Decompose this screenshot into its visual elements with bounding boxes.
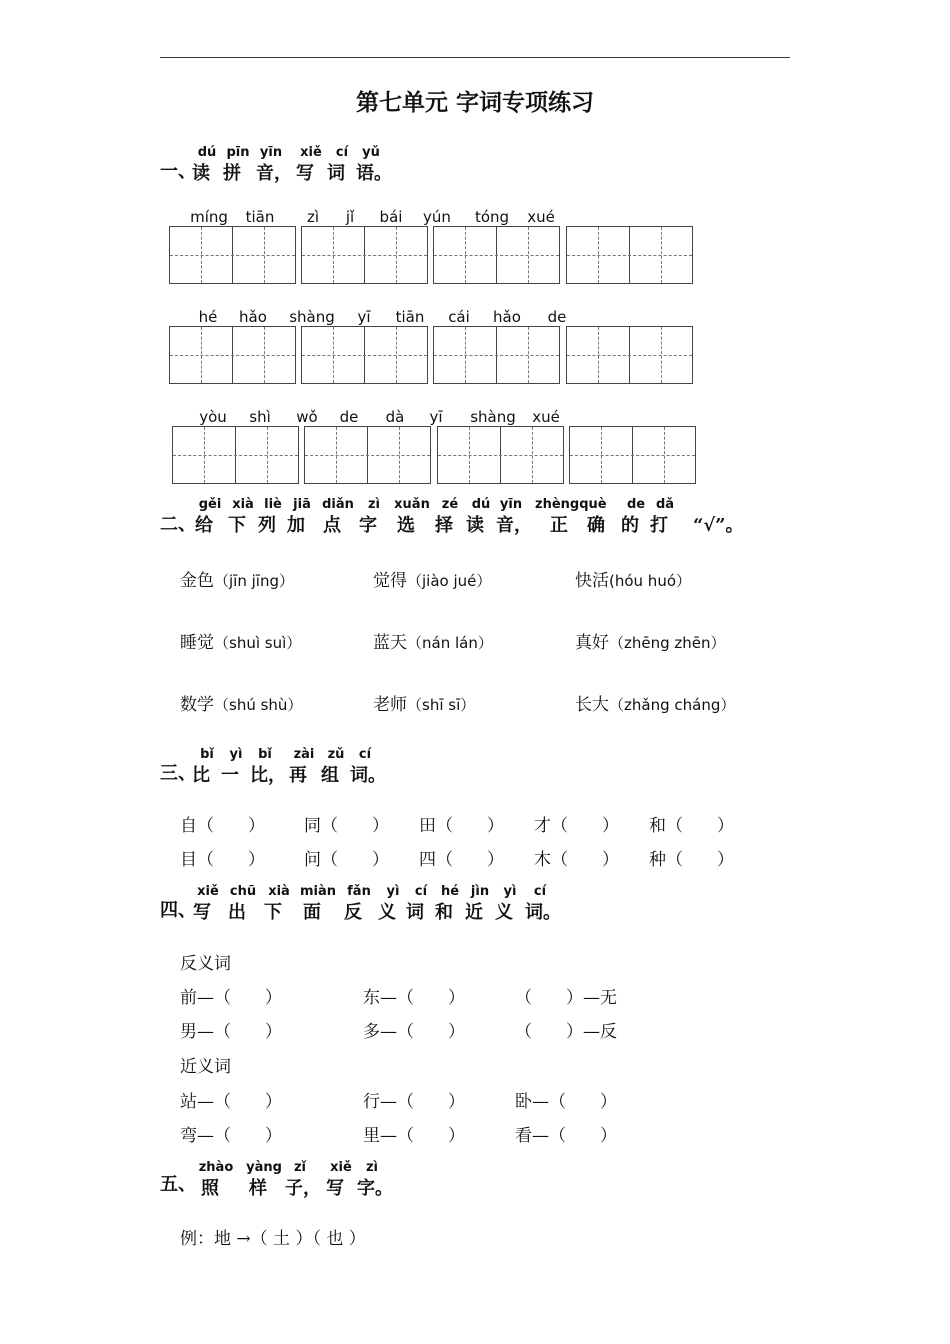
heading-pinyin: liè <box>264 497 282 512</box>
heading-pinyin: xuǎn <box>394 497 430 512</box>
heading-char: 音， <box>256 163 292 184</box>
heading-char: 音， <box>496 515 532 536</box>
grid-pinyin: jǐ <box>345 208 355 226</box>
reading-pinyin-options: （zhǎng cháng） <box>609 696 736 714</box>
writing-grid-box <box>304 426 431 484</box>
heading-pinyin: yì <box>229 747 243 762</box>
grid-dash <box>170 255 295 256</box>
antonym-item: （ ）—无 <box>515 988 617 1008</box>
grid-pinyin: yī <box>429 408 443 426</box>
grid-dash <box>438 455 563 456</box>
heading-char: 选 <box>397 515 415 536</box>
heading-char: 下 <box>228 515 246 536</box>
heading-char: 组 <box>321 765 339 786</box>
writing-grid-box <box>301 226 428 284</box>
heading-pinyin: bǐ <box>200 747 214 762</box>
compare-item: 才（ ） <box>534 816 619 836</box>
reading-pinyin-options: （shī sī） <box>407 696 476 714</box>
heading-pinyin: yì <box>386 884 400 899</box>
heading-pinyin: zhào <box>198 1160 234 1175</box>
grid-pinyin: de <box>339 408 359 426</box>
antonym-item: 东—（ ） <box>363 988 465 1008</box>
heading-pinyin: hé <box>440 884 460 899</box>
grid-pinyin: shàng <box>289 308 335 326</box>
example-line: 例：地 →（ 土 ）（ 也 ） <box>180 1229 366 1249</box>
heading-char: 面 <box>303 902 321 923</box>
writing-grid-box <box>172 426 299 484</box>
grid-pinyin: hǎo <box>239 308 267 326</box>
heading-pinyin: xià <box>232 497 254 512</box>
heading-char: 义 <box>378 902 396 923</box>
heading-pinyin: yǔ <box>362 145 380 160</box>
heading-char: 样 <box>249 1178 267 1199</box>
writing-grid-box <box>437 426 564 484</box>
reading-char: 真好 <box>575 633 609 653</box>
heading-char: 加 <box>287 515 305 536</box>
grid-pinyin: xué <box>532 408 560 426</box>
writing-grid-box <box>566 326 693 384</box>
grid-dash <box>305 455 430 456</box>
grid-pinyin: yòu <box>199 408 227 426</box>
heading-char: 择 <box>435 515 453 536</box>
heading-pinyin: de <box>626 497 646 512</box>
grid-pinyin: shì <box>249 408 271 426</box>
reading-pinyin-options: （shú shù） <box>214 696 303 714</box>
heading-pinyin: pīn <box>226 145 250 160</box>
heading-char: 确 <box>587 515 605 536</box>
reading-char: 数学 <box>180 695 214 715</box>
heading-char: 词。 <box>350 765 386 786</box>
compare-item: 自（ ） <box>180 816 265 836</box>
antonym-item: 多—（ ） <box>363 1022 465 1042</box>
heading-pinyin: xiě <box>197 884 219 899</box>
antonym-item: 前—（ ） <box>180 988 282 1008</box>
page-title: 第七单元 字词专项练习 <box>355 89 594 116</box>
grid-pinyin: hǎo <box>493 308 521 326</box>
heading-char: 正 <box>550 515 568 536</box>
heading-pinyin: zì <box>367 497 381 512</box>
reading-char: 快活 <box>575 571 609 591</box>
heading-char: 列 <box>258 515 276 536</box>
heading-char: 读 <box>466 515 484 536</box>
heading-pinyin: jiā <box>293 497 311 512</box>
heading-pinyin: xiě <box>330 1160 352 1175</box>
compare-item: 四（ ） <box>419 850 504 870</box>
grid-dash <box>567 255 692 256</box>
grid-pinyin: míng <box>190 208 228 226</box>
section-1-number: 一、 <box>160 161 196 182</box>
synonym-item: 弯—（ ） <box>180 1126 282 1146</box>
heading-char: 打 <box>650 515 668 536</box>
heading-char: 下 <box>264 902 282 923</box>
heading-char: 点 <box>323 515 341 536</box>
heading-char: 语。 <box>356 163 392 184</box>
heading-char: 词 <box>327 163 345 184</box>
writing-grid-box <box>566 226 693 284</box>
synonym-item: 站—（ ） <box>180 1092 282 1112</box>
reading-char: 金色 <box>180 571 214 591</box>
writing-grid-box <box>433 326 560 384</box>
heading-char: 子， <box>285 1178 321 1199</box>
grid-dash <box>570 455 695 456</box>
heading-char: 给 <box>195 515 213 536</box>
heading-pinyin: dú <box>197 145 217 160</box>
heading-char: 字。 <box>357 1178 393 1199</box>
grid-pinyin: tóng <box>474 208 510 226</box>
heading-char: 义 <box>495 902 513 923</box>
writing-grid-box <box>169 226 296 284</box>
heading-char: 读 <box>192 163 210 184</box>
grid-pinyin: dà <box>385 408 405 426</box>
grid-pinyin: wǒ <box>296 408 318 426</box>
reading-item <box>180 566 294 591</box>
grid-dash <box>173 455 298 456</box>
heading-pinyin: miàn <box>299 884 337 899</box>
heading-pinyin: dǎ <box>655 497 675 512</box>
writing-grid-box <box>433 226 560 284</box>
heading-pinyin: fǎn <box>347 884 371 899</box>
heading-char: 反 <box>344 902 362 923</box>
reading-item <box>373 628 493 653</box>
synonym-label: 近义词 <box>180 1057 231 1077</box>
reading-char: 蓝天 <box>373 633 407 653</box>
reading-pinyin-options: （nán lán） <box>407 634 493 652</box>
heading-pinyin: yì <box>503 884 517 899</box>
heading-pinyin: diǎn <box>322 497 354 512</box>
heading-char: 的 <box>621 515 639 536</box>
grid-pinyin: tiān <box>395 308 425 326</box>
synonym-item: 里—（ ） <box>363 1126 465 1146</box>
section-5-number: 五、 <box>160 1174 196 1195</box>
grid-dash <box>567 355 692 356</box>
grid-dash <box>434 255 559 256</box>
section-4-number: 四、 <box>160 900 196 921</box>
writing-grid-box <box>169 326 296 384</box>
antonym-label: 反义词 <box>180 954 231 974</box>
grid-pinyin: hé <box>198 308 218 326</box>
heading-pinyin: gěi <box>198 497 222 512</box>
heading-pinyin: xià <box>268 884 290 899</box>
reading-char: 长大 <box>575 695 609 715</box>
antonym-item: 男—（ ） <box>180 1022 282 1042</box>
compare-item: 目（ ） <box>180 850 265 870</box>
heading-pinyin: chū <box>229 884 257 899</box>
heading-char: 词 <box>406 902 424 923</box>
heading-pinyin: zé <box>441 497 459 512</box>
grid-pinyin: tiān <box>245 208 275 226</box>
grid-dash <box>302 255 427 256</box>
reading-item <box>575 628 726 653</box>
grid-pinyin: zì <box>306 208 320 226</box>
heading-char: 写 <box>326 1178 344 1199</box>
grid-pinyin: yún <box>423 208 451 226</box>
compare-item: 木（ ） <box>534 850 619 870</box>
compare-item: 田（ ） <box>419 816 504 836</box>
heading-char: 比， <box>250 765 286 786</box>
grid-dash <box>302 355 427 356</box>
reading-item <box>373 566 491 591</box>
heading-pinyin: cí <box>414 884 428 899</box>
reading-item <box>575 690 735 715</box>
heading-char: 写 <box>296 163 314 184</box>
synonym-item: 看—（ ） <box>515 1126 617 1146</box>
reading-char: 老师 <box>373 695 407 715</box>
heading-pinyin: cí <box>335 145 349 160</box>
heading-pinyin: cí <box>533 884 547 899</box>
antonym-item: （ ）—反 <box>515 1022 617 1042</box>
reading-pinyin-options: （shuì suì） <box>214 634 302 652</box>
grid-pinyin: xué <box>527 208 555 226</box>
heading-pinyin: zhèngquè <box>535 497 607 512</box>
compare-item: 种（ ） <box>649 850 734 870</box>
heading-char: 拼 <box>223 163 241 184</box>
heading-char: 写 <box>193 902 211 923</box>
compare-item: 问（ ） <box>304 850 389 870</box>
writing-grid-box <box>569 426 696 484</box>
heading-pinyin: zì <box>365 1160 379 1175</box>
heading-char: 近 <box>465 902 483 923</box>
grid-pinyin: yī <box>357 308 371 326</box>
heading-pinyin: yīn <box>499 497 523 512</box>
heading-pinyin: jìn <box>470 884 490 899</box>
section-3-number: 三、 <box>160 763 196 784</box>
heading-char: 照 <box>201 1178 219 1199</box>
heading-pinyin: yīn <box>259 145 283 160</box>
synonym-item: 卧—（ ） <box>515 1092 617 1112</box>
heading-pinyin: bǐ <box>258 747 272 762</box>
reading-pinyin-options: （zhēng zhēn） <box>609 634 726 652</box>
heading-pinyin: cí <box>358 747 372 762</box>
reading-pinyin-options: （jīn jīng） <box>214 572 294 590</box>
heading-pinyin: dú <box>471 497 491 512</box>
grid-pinyin: bái <box>379 208 403 226</box>
heading-pinyin: zǐ <box>293 1160 307 1175</box>
grid-pinyin: cái <box>448 308 470 326</box>
synonym-item: 行—（ ） <box>363 1092 465 1112</box>
reading-pinyin-options: (hóu huó） <box>609 572 692 590</box>
reading-item <box>180 628 301 653</box>
top-rule <box>160 57 790 58</box>
compare-item: 同（ ） <box>304 816 389 836</box>
heading-pinyin: zài <box>293 747 315 762</box>
heading-char: 和 <box>435 902 453 923</box>
grid-dash <box>434 355 559 356</box>
heading-char: 字 <box>359 515 377 536</box>
reading-pinyin-options: （jiào jué） <box>407 572 492 590</box>
compare-item: 和（ ） <box>649 816 734 836</box>
grid-pinyin: de <box>547 308 567 326</box>
heading-pinyin: yàng <box>246 1160 282 1175</box>
reading-item <box>180 690 302 715</box>
reading-item <box>575 566 691 591</box>
grid-pinyin: shàng <box>470 408 516 426</box>
reading-char: 觉得 <box>373 571 407 591</box>
grid-dash <box>170 355 295 356</box>
heading-char: 词。 <box>525 902 561 923</box>
heading-pinyin: zǔ <box>327 747 345 762</box>
heading-char: “√”。 <box>693 515 744 536</box>
reading-char: 睡觉 <box>180 633 214 653</box>
heading-char: 出 <box>228 902 246 923</box>
heading-pinyin: xiě <box>300 145 322 160</box>
reading-item <box>373 690 475 715</box>
heading-char: 一 <box>221 765 239 786</box>
writing-grid-box <box>301 326 428 384</box>
section-2-number: 二、 <box>160 514 196 535</box>
heading-char: 再 <box>289 765 307 786</box>
heading-char: 比 <box>192 765 210 786</box>
